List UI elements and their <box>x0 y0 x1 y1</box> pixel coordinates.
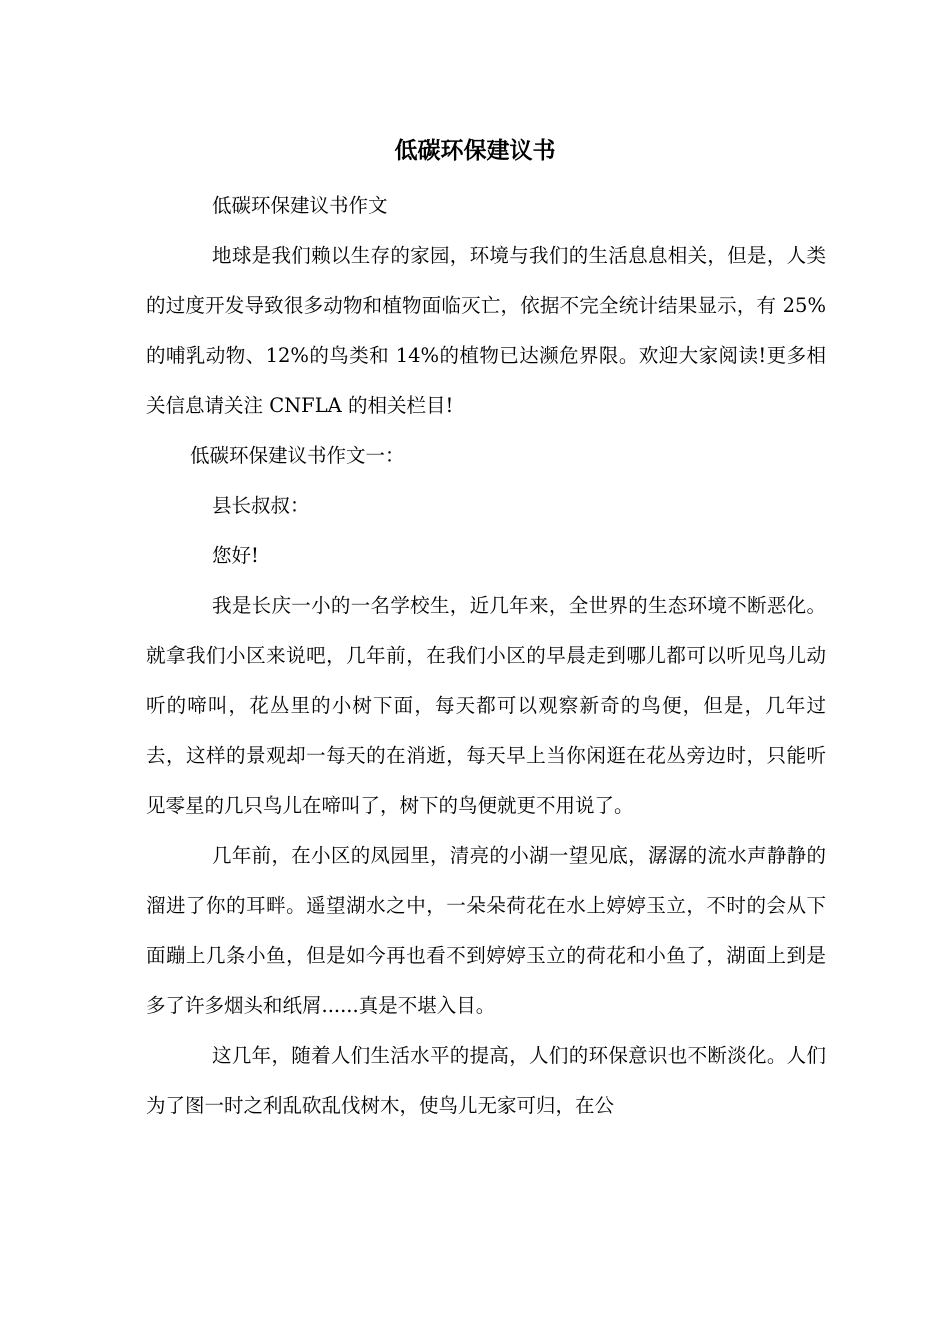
document-title: 低碳环保建议书 <box>394 137 556 164</box>
document-body <box>146 181 826 1131</box>
paragraph-section-heading: 低碳环保建议书作文一： <box>190 444 405 467</box>
paragraph-intro: 地球是我们赖以生存的家园，环境与我们的生活息息相关，但是，人类的过度开发导致很多动物和植物面临灭亡，依据不完全统计结果显示，有 25%的哺乳动物、12%的鸟类和 14%的植物已达濒危界限。欢迎大家阅读!更多相关信息请关注 CNFLA 的相关栏目! <box>146 244 826 417</box>
paragraph-body: 我是长庆一小的一名学校生，近几年来，全世界的生态环境不断恶化。就拿我们小区来说吧，几年前，在我们小区的早晨走到哪儿都可以听见鸟儿动听的啼叫，花丛里的小树下面，每天都可以观察新奇的鸟便，但是，几年过去，这样的景观却一每天的在消逝，每天早上当你闲逛在花丛旁边时，只能听见零星的几只鸟儿在啼叫了，树下的鸟便就更不用说了。 <box>146 594 826 817</box>
paragraph-greeting: 您好! <box>212 544 259 567</box>
paragraph-salutation: 县长叔叔： <box>212 494 310 517</box>
paragraph-body: 这几年，随着人们生活水平的提高，人们的环保意识也不断淡化。人们为了图一时之利乱砍乱伐树木，使鸟儿无家可归，在公 <box>146 1044 826 1117</box>
paragraph-body: 几年前，在小区的凤园里，清亮的小湖一望见底，潺潺的流水声静静的溜进了你的耳畔。遥望湖水之中，一朵朵荷花在水上婷婷玉立，不时的会从下面蹦上几条小鱼，但是如今再也看不到婷婷玉立的荷花和小鱼了，湖面上到是多了许多烟头和纸屑......真是不堪入目。 <box>146 844 826 1017</box>
paragraph-subtitle: 低碳环保建议书作文 <box>212 194 388 217</box>
